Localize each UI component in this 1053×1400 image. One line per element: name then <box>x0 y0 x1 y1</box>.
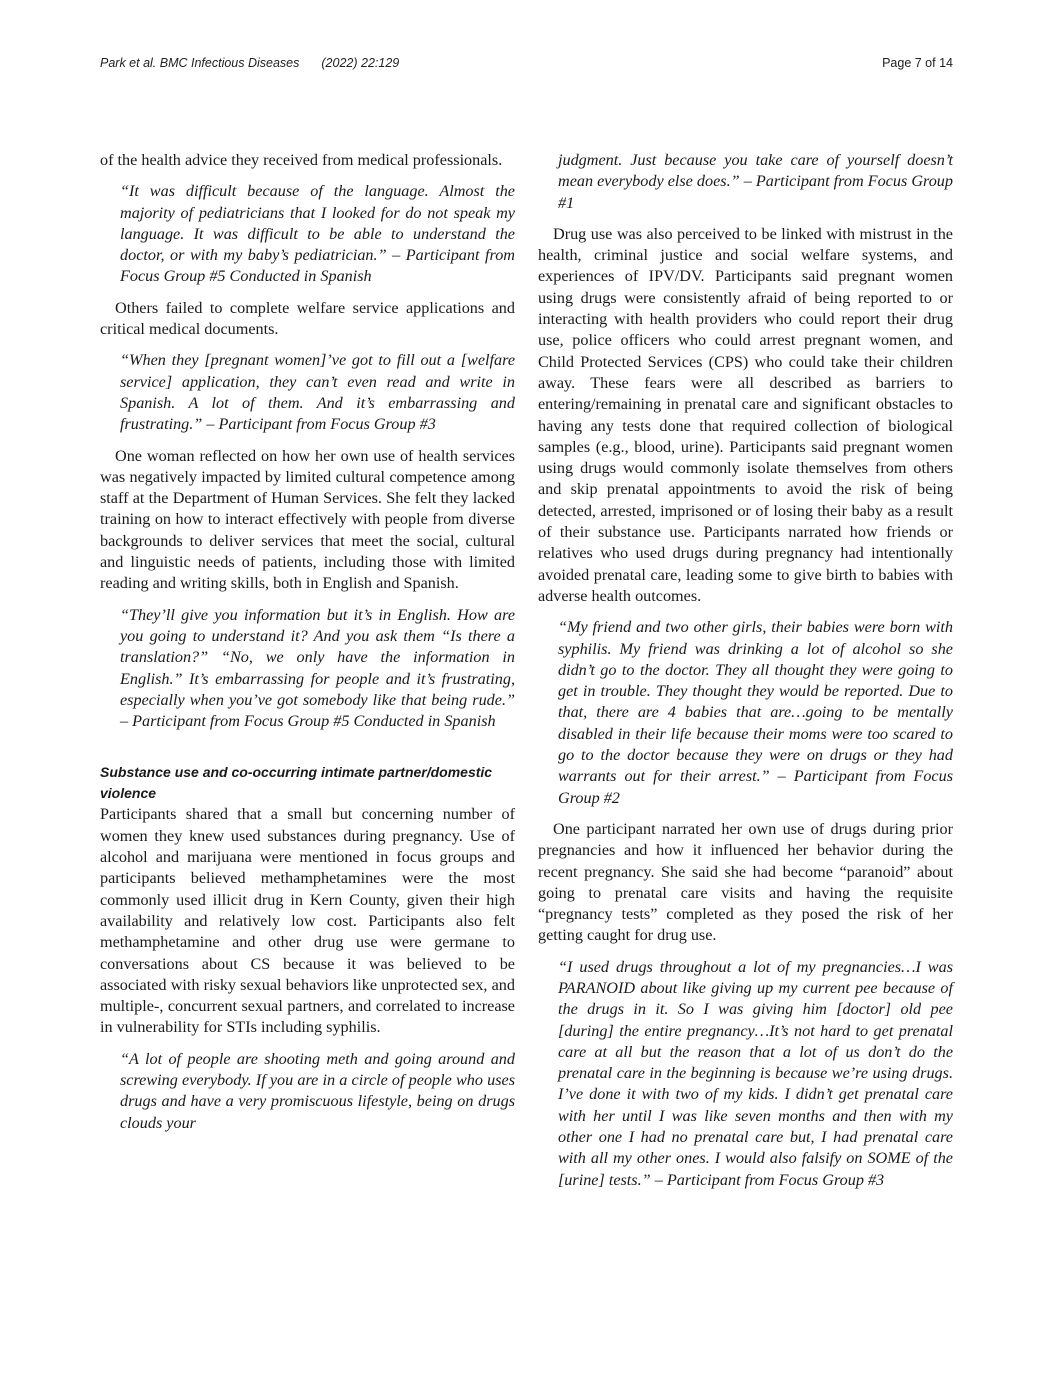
paragraph: of the health advice they received from medical professionals. <box>100 151 503 169</box>
paragraph: Others failed to complete welfare service applications and critical medical documents. <box>100 298 515 339</box>
citation-year: (2022) 22:129 <box>321 56 400 70</box>
right-column <box>538 150 953 1201</box>
left-column <box>100 150 515 1144</box>
participant-quote: “My friend and two other girls, their babies were born with syphilis. My friend was drinking a lot of alcohol so she didn’t go to the doctor. They all thought they were going to get in trouble. They thought they would be reported. Due to that, there are 4 babies that are…going to be mentally disabled in their life because their moms were too scared to go to the doctor because they were on drugs or they had warrants out for their arrest.” – Participant from Focus Group #2 <box>558 618 953 807</box>
citation <box>100 56 399 70</box>
paragraph: Participants shared that a small but concerning number of women they knew used substances during pregnancy. Use of alcohol and marijuana were mentioned in focus groups and participants believed methamphetamines were the most commonly used illicit drug in Kern County, given their high availability and relatively low cost. Participants also felt methamphetamine and other drug use were germane to conversations about CS because it was believed to be associated with risky sexual behaviors like unprotected sex, and multiple-, concurrent sexual partners, and correlated to increase in vulnerability for STIs including syphilis. <box>100 805 515 1037</box>
participant-quote: “A lot of people are shooting meth and going around and screwing everybody. If you are in a circle of people who uses drugs and have a very promiscuous lifestyle, being on drugs clouds your <box>120 1049 515 1132</box>
participant-quote: “It was difficult because of the language. Almost the majority of pediatricians that I looked for do not speak my language. It was difficult to be able to understand the doctor, or with my baby’s pediatrician.” – Participant from Focus Group #5 Conducted in Spanish <box>120 182 515 286</box>
paragraph: One participant narrated her own use of drugs during prior pregnancies and how it influenced her behavior during the recent pregnancy. She said she had become “paranoid” about going to prenatal care visits and having the requisite “pregnancy tests” completed as they posed the risk of her getting caught for drug use. <box>538 819 953 945</box>
page-number: Page 7 of 14 <box>882 56 953 70</box>
page-header <box>100 56 953 70</box>
section-heading: Substance use and co-occurring intimate partner/domestic violence <box>100 764 493 802</box>
participant-quote: “I used drugs throughout a lot of my pregnancies…I was PARANOID about like giving up my current pee because of the drugs in it. So I was giving him [doctor] old pee [during] the entire pregnancy…It’s not hard to get prenatal care at all but the reason that a lot of us don’t do the prenatal care in the beginning is because we’re using drugs. I’ve done it with two of my kids. I didn’t get prenatal care with her until I was like seven months and then with my other one I had no prenatal care but, I had prenatal care with all my other ones. I would also falsify on SOME of the [urine] tests.” – Participant from Focus Group #3 <box>558 957 953 1189</box>
participant-quote: “They’ll give you information but it’s in English. How are you going to understand it? And you ask them “Is there a translation?” “No, we only have the information in English.” It’s embarrassing for people and it’s frustrating, especially when you’ve got somebody like that being rude.” – Participant from Focus Group #5 Conducted in Spanish <box>120 605 515 731</box>
participant-quote: “When they [pregnant women]’ve got to fill out a [welfare service] application, they can’t even read and write in Spanish. A lot of them. And it’s embarrassing and frustrating.” – Participant from Focus Group #3 <box>120 351 515 434</box>
journal-citation: Park et al. BMC Infectious Diseases <box>100 56 300 70</box>
paragraph: One woman reflected on how her own use of health services was negatively impacted by limited cultural competence among staff at the Department of Human Services. She felt they lacked training on how to interact effectively with people from diverse backgrounds to deliver services that meet the social, cultural and linguistic needs of patients, including those with limited reading and writing skills, both in English and Spanish. <box>100 446 515 593</box>
participant-quote-continued: judgment. Just because you take care of yourself doesn’t mean everybody else does.” – Participant from Focus Group #1 <box>558 151 953 212</box>
paragraph: Drug use was also perceived to be linked with mistrust in the health, criminal justice and social welfare systems, and experiences of IPV/DV. Participants said pregnant women using drugs were consistently afraid of being reported to or interacting with health providers who could report their drug use, police officers who could arrest pregnant women, and Child Protected Services (CPS) who could take their children away. These fears were all described as barriers to entering/remaining in prenatal care and significant obstacles to having any tests done that required collection of biological samples (e.g., blood, urine). Participants said pregnant women using drugs would commonly isolate themselves from others and skip prenatal appointments to avoid the risk of being detected, arrested, imprisoned or of losing their baby as a result of their substance use. Participants narrated how friends or relatives who used drugs during pregnancy had intentionally avoided prenatal care, leading some to give birth to babies with adverse health outcomes. <box>538 224 953 605</box>
